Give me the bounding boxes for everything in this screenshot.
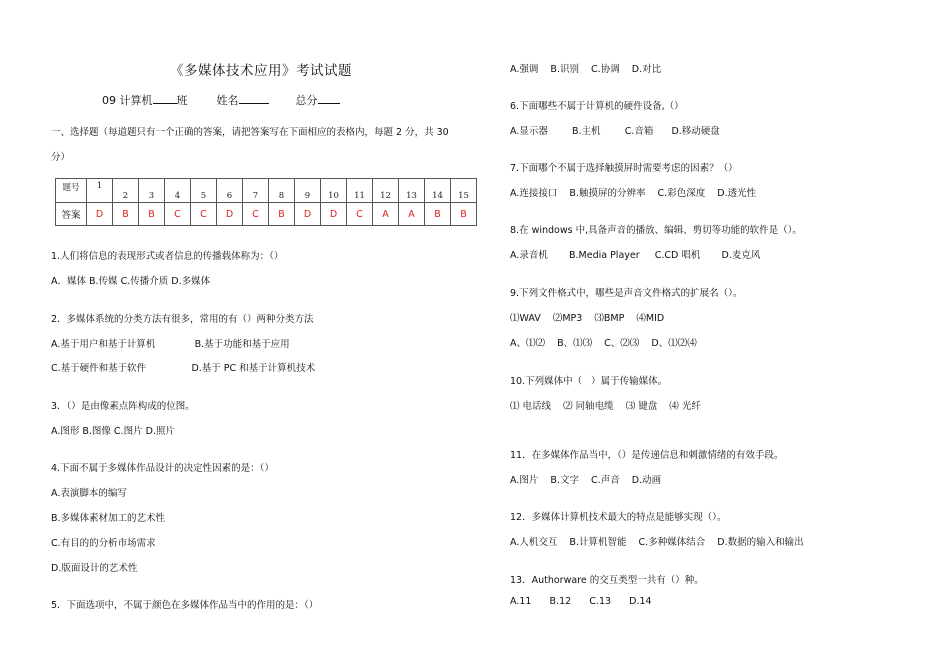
question-4-option-d: D.版面设计的艺术性	[51, 563, 138, 574]
answer-cell: B	[269, 203, 295, 226]
question-9-options: A、⑴⑵ B、⑴⑶ C、⑵⑶ D、⑴⑵⑷	[510, 338, 697, 349]
question-number-cell: 7	[243, 179, 269, 203]
question-8: 8.在 windows 中,具备声音的播放、编辑、剪切等功能的软件是（）。	[510, 225, 802, 236]
class-prefix: 09 计算机	[102, 94, 153, 107]
name-label: 姓名	[216, 94, 239, 107]
question-10: 10.下列媒体中（ ）属于传输媒体。	[510, 376, 668, 387]
answer-cell: B	[451, 203, 477, 226]
question-number-cell: 11	[347, 179, 373, 203]
question-9: 9.下列文件格式中，哪些是声音文件格式的扩展名（）。	[510, 288, 743, 299]
answer-cell: D	[87, 203, 113, 226]
question-13-options: A.11 B.12 C.13 D.14	[510, 596, 652, 607]
answer-cell: D	[217, 203, 243, 226]
question-4: 4.下面不属于多媒体作品设计的决定性因素的是：（）	[51, 463, 274, 474]
question-4-option-b: B.多媒体素材加工的艺术性	[51, 513, 166, 524]
score-label: 总分	[295, 94, 318, 107]
answer-cell: C	[347, 203, 373, 226]
answer-cell: A	[373, 203, 399, 226]
question-11-options: A.图片 B.文字 C.声音 D.动画	[510, 475, 662, 486]
question-number-cell: 1	[87, 179, 113, 203]
class-blank[interactable]	[153, 93, 177, 104]
question-number-cell: 15	[451, 179, 477, 203]
question-number-cell: 3	[139, 179, 165, 203]
question-6: 6.下面哪些不属于计算机的硬件设备,（）	[510, 101, 684, 112]
question-number-cell: 14	[425, 179, 451, 203]
section-heading: 一、选择题（每道题只有一个正确的答案，请把答案写在下面相应的表格内，每题 2 分，共 30	[51, 127, 449, 138]
question-number-cell: 2	[113, 179, 139, 203]
question-number-cell: 12	[373, 179, 399, 203]
question-9-formats: ⑴WAV ⑵MP3 ⑶BMP ⑷MID	[510, 313, 665, 324]
question-number-cell: 4	[165, 179, 191, 203]
a-header: 答案	[56, 203, 87, 226]
question-number-cell: 5	[191, 179, 217, 203]
page-title: 《多媒体技术应用》考试试题	[170, 63, 352, 79]
question-number-cell: 8	[269, 179, 295, 203]
name-blank[interactable]	[239, 93, 269, 104]
question-13: 13．Authorware 的交互类型一共有（）种。	[510, 575, 704, 586]
question-number-cell: 9	[295, 179, 321, 203]
question-2-options-1: A.基于用户和基于计算机 B.基于功能和基于应用	[51, 339, 290, 350]
answer-cell: B	[139, 203, 165, 226]
answer-table	[55, 178, 477, 226]
answer-cell: D	[321, 203, 347, 226]
question-4-option-a: A.表演脚本的编写	[51, 488, 127, 499]
question-8-options: A.录音机 B.Media Player C.CD 唱机 D.麦克风	[510, 250, 761, 261]
answer-cell: B	[425, 203, 451, 226]
question-10-options: ⑴ 电话线 ⑵ 同轴电缆 ⑶ 键盘 ⑷ 光纤	[510, 401, 701, 412]
answer-cell: C	[165, 203, 191, 226]
question-5-options: A.强调 B.识别 C.协调 D.对比	[510, 64, 662, 75]
question-11: 11．在多媒体作品当中，（）是传递信息和刺激情绪的有效手段。	[510, 450, 784, 461]
question-3-options: A.图形 B.图像 C.图片 D.照片	[51, 426, 175, 437]
question-number-cell: 13	[399, 179, 425, 203]
question-number-cell: 6	[217, 179, 243, 203]
score-blank[interactable]	[318, 93, 340, 104]
question-7: 7.下面哪个不属于选择触摸屏时需要考虑的因素？（）	[510, 163, 738, 174]
answer-cell: A	[399, 203, 425, 226]
question-5: 5．下面选项中，不属于颜色在多媒体作品当中的作用的是：（）	[51, 600, 319, 611]
question-7-options: A.连接接口 B.触摸屏的分辨率 C.彩色深度 D.透光性	[510, 188, 757, 199]
question-1: 1.人们将信息的表现形式或者信息的传播载体称为：（）	[51, 251, 284, 262]
question-2-options-2: C.基于硬件和基于软件 D.基于 PC 和基于计算机技术	[51, 363, 316, 374]
question-1-options: A．媒体 B.传媒 C.传播介质 D.多媒体	[51, 276, 211, 287]
question-3: 3．（）是由像素点阵构成的位图。	[51, 401, 195, 412]
section-heading-cont: 分）	[51, 152, 71, 163]
q-header: 题号	[56, 179, 87, 203]
class-suffix: 班	[176, 94, 188, 107]
answer-cell: D	[295, 203, 321, 226]
answer-cell: B	[113, 203, 139, 226]
question-number-cell: 10	[321, 179, 347, 203]
answer-cell: C	[243, 203, 269, 226]
student-info	[102, 92, 340, 108]
question-12-options: A.人机交互 B.计算机智能 C.多种媒体结合 D.数据的输入和输出	[510, 537, 804, 548]
answer-cell: C	[191, 203, 217, 226]
question-6-options: A.显示器 B.主机 C.音箱 D.移动硬盘	[510, 126, 720, 137]
question-12: 12．多媒体计算机技术最大的特点是能够实现（）。	[510, 512, 727, 523]
question-4-option-c: C.有目的的分析市场需求	[51, 538, 156, 549]
question-2: 2．多媒体系统的分类方法有很多，常用的有（）两种分类方法	[51, 314, 314, 325]
